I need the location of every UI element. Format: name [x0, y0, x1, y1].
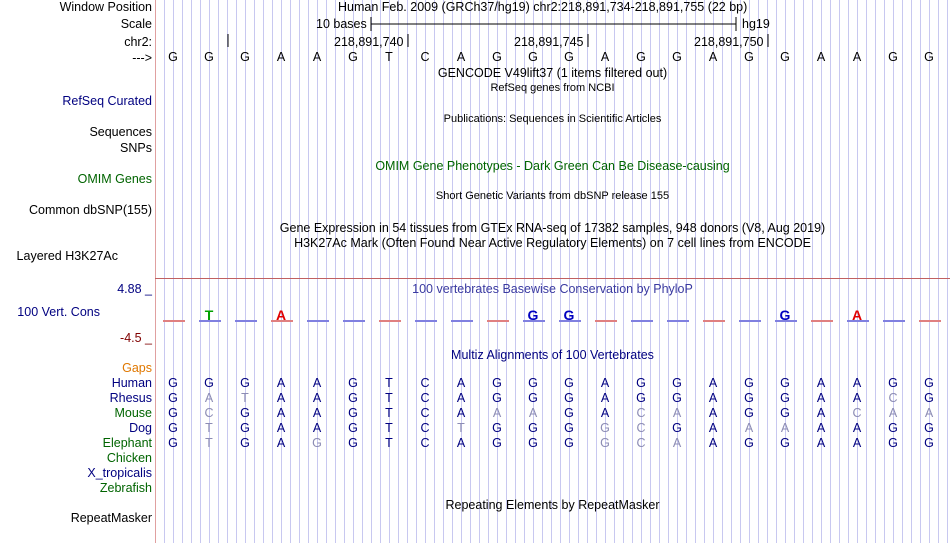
- reference-base: T: [385, 50, 393, 64]
- reference-base: A: [312, 50, 322, 64]
- reference-base: G: [888, 50, 898, 64]
- alignment-base: C: [636, 421, 646, 435]
- alignment-base: A: [708, 421, 718, 435]
- alignment-base: G: [600, 436, 610, 450]
- alignment-base: G: [168, 376, 178, 390]
- alignment-base: C: [420, 376, 430, 390]
- alignment-base: G: [780, 436, 790, 450]
- alignment-base: G: [672, 391, 682, 405]
- publications-track-title[interactable]: Publications: Sequences in Scientific Articles: [443, 113, 662, 125]
- reference-base: G: [672, 50, 682, 64]
- phylop-glyph: T: [204, 307, 214, 323]
- gtex-track-title[interactable]: Gene Expression in 54 tissues from GTEx RNA-seq of 17382 samples, 948 donors (V8, Aug 2019): [279, 221, 826, 235]
- reference-base: G: [744, 50, 754, 64]
- gaps-label[interactable]: Gaps: [122, 361, 152, 375]
- alignment-base: G: [348, 436, 358, 450]
- alignment-base: G: [744, 376, 754, 390]
- alignment-base: G: [492, 391, 502, 405]
- alignment-base: G: [528, 421, 538, 435]
- alignment-base: G: [168, 391, 178, 405]
- alignment-base: A: [276, 421, 286, 435]
- alignment-base: T: [205, 421, 213, 435]
- reference-base: G: [924, 50, 934, 64]
- species-label-rhesus[interactable]: Rhesus: [109, 391, 152, 405]
- reference-base: G: [636, 50, 646, 64]
- phylop-bar: [739, 320, 761, 322]
- phylop-bar: [631, 320, 653, 322]
- phylop-glyph: G: [563, 307, 575, 323]
- alignment-base: G: [312, 436, 322, 450]
- reference-base: A: [456, 50, 466, 64]
- alignment-base: T: [385, 376, 393, 390]
- phylop-bar: [919, 320, 941, 322]
- phylop-glyph: G: [527, 307, 539, 323]
- reference-base: G: [564, 50, 574, 64]
- alignment-base: G: [348, 391, 358, 405]
- alignment-base: G: [636, 376, 646, 390]
- phylop-bar: [343, 320, 365, 322]
- alignment-base: G: [672, 421, 682, 435]
- alignment-base: G: [600, 421, 610, 435]
- alignment-base: G: [348, 421, 358, 435]
- phylop-bar: [487, 320, 509, 322]
- alignment-base: A: [672, 406, 682, 420]
- reference-base: C: [420, 50, 430, 64]
- alignment-base: A: [816, 406, 826, 420]
- alignment-base: A: [492, 406, 502, 420]
- alignment-base: A: [852, 421, 862, 435]
- alignment-base: A: [816, 391, 826, 405]
- reference-base: G: [492, 50, 502, 64]
- alignment-base: G: [888, 421, 898, 435]
- window-position-label: Window Position: [59, 0, 152, 14]
- alignment-base: A: [780, 421, 790, 435]
- alignment-base: A: [924, 406, 934, 420]
- alignment-base: G: [924, 376, 934, 390]
- alignment-base: G: [492, 376, 502, 390]
- chr-label: chr2:: [124, 35, 152, 49]
- phylop-bar: [667, 320, 689, 322]
- alignment-base: A: [708, 406, 718, 420]
- alignment-base: T: [385, 421, 393, 435]
- alignment-base: A: [816, 376, 826, 390]
- alignment-base: A: [888, 406, 898, 420]
- alignment-base: T: [385, 436, 393, 450]
- phylop-bar: [415, 320, 437, 322]
- phylop-bar: [163, 320, 185, 322]
- alignment-base: G: [780, 376, 790, 390]
- window-position-text: Human Feb. 2009 (GRCh37/hg19) chr2:218,891,734-218,891,755 (22 bp): [338, 0, 748, 14]
- alignment-base: C: [636, 436, 646, 450]
- alignment-base: A: [672, 436, 682, 450]
- alignment-base: G: [888, 376, 898, 390]
- species-label-elephant[interactable]: Elephant: [102, 436, 152, 450]
- alignment-base: A: [816, 436, 826, 450]
- sequences-label[interactable]: Sequences: [89, 125, 152, 139]
- alignment-base: A: [600, 391, 610, 405]
- phylop-bar: [703, 320, 725, 322]
- species-label-mouse[interactable]: Mouse: [114, 406, 152, 420]
- alignment-base: T: [205, 436, 213, 450]
- phylop-min-label: -4.5 _: [120, 331, 152, 345]
- alignment-base: G: [564, 406, 574, 420]
- alignment-base: T: [241, 391, 249, 405]
- alignment-base: A: [744, 421, 754, 435]
- coord-tick-3: 218,891,750: [694, 35, 764, 49]
- alignment-base: A: [708, 376, 718, 390]
- phylop-glyph: A: [851, 307, 863, 323]
- reference-base: G: [780, 50, 790, 64]
- assembly-label: hg19: [742, 17, 770, 31]
- coord-tick-2: 218,891,745: [514, 35, 584, 49]
- phylop-bar: [451, 320, 473, 322]
- alignment-base: G: [564, 421, 574, 435]
- alignment-base: A: [456, 406, 466, 420]
- h3k27ac-label[interactable]: Layered H3K27Ac: [16, 249, 118, 263]
- dbsnp-track-title[interactable]: Short Genetic Variants from dbSNP release 155: [435, 190, 670, 202]
- phylop-max-label: 4.88 _: [117, 282, 152, 296]
- gencode-track-title[interactable]: GENCODE V49lift37 (1 items filtered out): [437, 66, 668, 80]
- species-label-human[interactable]: Human: [111, 376, 152, 390]
- alignment-base: A: [276, 376, 286, 390]
- dbsnp-label[interactable]: Common dbSNP(155): [29, 203, 152, 217]
- alignment-base: G: [744, 406, 754, 420]
- reference-base: G: [528, 50, 538, 64]
- species-label-zebrafish[interactable]: Zebrafish: [99, 481, 152, 495]
- alignment-base: A: [600, 376, 610, 390]
- alignment-base: G: [780, 391, 790, 405]
- alignment-base: G: [240, 406, 250, 420]
- alignment-base: G: [528, 436, 538, 450]
- refseq-label[interactable]: RefSeq Curated: [62, 94, 152, 108]
- alignment-base: C: [420, 421, 430, 435]
- scale-label: Scale: [120, 17, 152, 31]
- alignment-base: G: [528, 391, 538, 405]
- alignment-base: A: [276, 436, 286, 450]
- alignment-base: G: [240, 436, 250, 450]
- alignment-base: G: [636, 391, 646, 405]
- reference-base: G: [168, 50, 178, 64]
- reference-base: A: [276, 50, 286, 64]
- phylop-bar: [595, 320, 617, 322]
- snps-label[interactable]: SNPs: [120, 141, 152, 155]
- phylop-track-title[interactable]: 100 vertebrates Basewise Conservation by PhyloP: [412, 282, 693, 296]
- alignment-base: G: [348, 406, 358, 420]
- omim-track-title[interactable]: OMIM Gene Phenotypes - Dark Green Can Be Disease-causing: [375, 159, 730, 173]
- alignment-base: A: [852, 391, 862, 405]
- phylop-bar: [235, 320, 257, 322]
- coord-tick-1: 218,891,740: [334, 35, 404, 49]
- alignment-base: G: [744, 436, 754, 450]
- alignment-base: G: [240, 421, 250, 435]
- scale-bar-text: 10 bases: [316, 17, 367, 31]
- reference-base: G: [348, 50, 358, 64]
- alignment-base: A: [456, 376, 466, 390]
- phylop-glyph: G: [779, 307, 791, 323]
- alignment-base: A: [312, 406, 322, 420]
- alignment-base: G: [240, 376, 250, 390]
- phylop-glyph: A: [275, 307, 287, 323]
- alignment-base: G: [924, 391, 934, 405]
- alignment-base: G: [672, 376, 682, 390]
- alignment-base: C: [420, 406, 430, 420]
- species-label-chicken[interactable]: Chicken: [106, 451, 152, 465]
- alignment-base: T: [385, 406, 393, 420]
- alignment-base: A: [816, 421, 826, 435]
- alignment-base: G: [924, 421, 934, 435]
- species-label-x_tropicalis[interactable]: X_tropicalis: [87, 466, 152, 480]
- alignment-base: A: [456, 391, 466, 405]
- alignment-base: G: [528, 376, 538, 390]
- phylop-bar: [379, 320, 401, 322]
- alignment-base: A: [276, 391, 286, 405]
- h3k27ac-track-line: [155, 278, 950, 279]
- alignment-base: A: [312, 376, 322, 390]
- repeatmasker-track-title[interactable]: Repeating Elements by RepeatMasker: [445, 498, 660, 512]
- alignment-base: G: [564, 436, 574, 450]
- alignment-base: G: [168, 406, 178, 420]
- reference-base: A: [600, 50, 610, 64]
- alignment-base: G: [924, 436, 934, 450]
- alignment-base: A: [708, 391, 718, 405]
- alignment-base: A: [456, 436, 466, 450]
- strand-label: --->: [132, 51, 152, 65]
- reference-base: A: [852, 50, 862, 64]
- species-label-dog[interactable]: Dog: [129, 421, 152, 435]
- alignment-base: A: [276, 406, 286, 420]
- alignment-base: A: [312, 421, 322, 435]
- alignment-base: G: [564, 391, 574, 405]
- alignment-base: T: [385, 391, 393, 405]
- alignment-base: G: [348, 376, 358, 390]
- reference-base: G: [204, 50, 214, 64]
- alignment-base: C: [420, 436, 430, 450]
- alignment-base: G: [780, 406, 790, 420]
- h3k27ac-track-title[interactable]: H3K27Ac Mark (Often Found Near Active Regulatory Elements) on 7 cell lines from ENCODE: [294, 236, 811, 250]
- alignment-base: A: [204, 391, 214, 405]
- alignment-base: G: [744, 391, 754, 405]
- reference-base: A: [708, 50, 718, 64]
- alignment-base: G: [492, 421, 502, 435]
- reference-base: G: [240, 50, 250, 64]
- coord-ruler-ticks: [225, 33, 775, 49]
- reference-base: A: [816, 50, 826, 64]
- multiz-track-title[interactable]: Multiz Alignments of 100 Vertebrates: [451, 348, 654, 362]
- alignment-base: A: [852, 436, 862, 450]
- phylop-bar: [883, 320, 905, 322]
- alignment-base: A: [312, 391, 322, 405]
- alignment-base: G: [168, 436, 178, 450]
- omim-label[interactable]: OMIM Genes: [77, 172, 152, 186]
- alignment-base: A: [528, 406, 538, 420]
- alignment-base: C: [852, 406, 862, 420]
- scale-bar: [370, 16, 740, 32]
- vert-cons-label[interactable]: 100 Vert. Cons: [17, 305, 100, 319]
- alignment-base: G: [204, 376, 214, 390]
- alignment-base: C: [636, 406, 646, 420]
- alignment-base: G: [168, 421, 178, 435]
- alignment-base: G: [888, 436, 898, 450]
- alignment-base: T: [457, 421, 465, 435]
- alignment-base: A: [708, 436, 718, 450]
- phylop-bar: [307, 320, 329, 322]
- alignment-base: C: [888, 391, 898, 405]
- repeatmasker-label[interactable]: RepeatMasker: [70, 511, 152, 525]
- alignment-base: C: [204, 406, 214, 420]
- alignment-base: G: [492, 436, 502, 450]
- refseq-track-title[interactable]: RefSeq genes from NCBI: [490, 82, 615, 94]
- alignment-base: G: [564, 376, 574, 390]
- phylop-bar: [811, 320, 833, 322]
- alignment-base: C: [420, 391, 430, 405]
- alignment-base: A: [600, 406, 610, 420]
- alignment-base: A: [852, 376, 862, 390]
